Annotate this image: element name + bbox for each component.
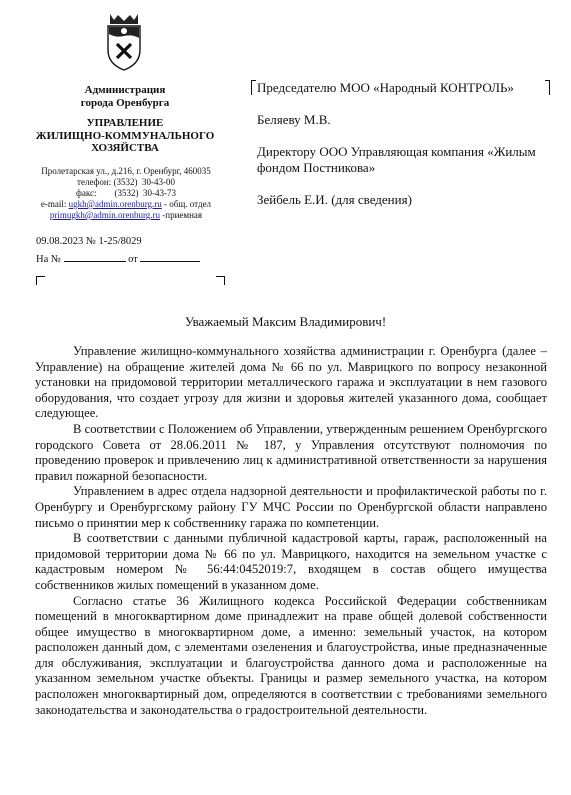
letterhead-email-line [0, 199, 252, 210]
email-general-link[interactable]: ugkh@admin.orenburg.ru [68, 199, 162, 209]
letter-body [35, 344, 547, 718]
salutation: Уважаемый Максим Владимирович! [184, 314, 387, 329]
reference-na-line [36, 251, 200, 265]
reference-ot-label: от [128, 254, 138, 265]
reference-date-number: 09.08.2023 № 1-25/8029 [36, 236, 142, 247]
body-paragraph: Управлением в адрес отдела надзорной деятельности и профилактической работы по г. Оренбургу и Оренбургскому району ГУ МЧС России по Оренбургской области направлено письмо о принятии мер к собственнику гаража по компетенции. [35, 484, 547, 530]
body-paragraph: В соответствии с Положением об Управлении, утвержденным решением Оренбургского городского Совета от 28.06.2011 № 187, у Управления отсутствуют полномочия по проведению проверок и привлечению лиц к административной ответственности за нарушения правил пожарной безопасности. [35, 421, 547, 483]
reference-number-blank [64, 251, 126, 262]
body-paragraph: В соответствии с данными публичной кадастровой карты, гараж, расположенный на придомовой территории дома № 66 по ул. Маврицкого, находится на земельном участке с кадастровым номером № 56:44:0452019:7, входящем в состав общего имущества собственников жилых помещений в указанном доме. [35, 531, 547, 592]
addressee-line: Беляеву М.В. [257, 112, 331, 127]
letterhead-dept [14, 117, 236, 155]
email-reception-link[interactable]: primugkh@admin.orenburg.ru [49, 210, 161, 220]
addressee-line: Зейбель Е.И. (для сведения) [257, 192, 412, 207]
letterhead-org-text: Администрация города Оренбурга [80, 84, 170, 109]
reference-date-blank [140, 251, 200, 262]
corner-mark-left [36, 276, 45, 285]
corner-mark-right [216, 276, 225, 285]
letterhead-dept-text: УПРАВЛЕНИЕ ЖИЛИЩНО-КОММУНАЛЬНОГО ХОЗЯЙСТВА [35, 117, 215, 154]
corner-mark-addressee [251, 80, 256, 95]
reference-na-label: На № [36, 254, 61, 265]
coat-of-arms-icon [104, 12, 144, 72]
email-prefix: e-mail: [40, 199, 69, 209]
letterhead-fax: факс: (3532) 30-43-73 [76, 188, 176, 198]
letterhead-phone: телефон: (3532) 30-43-00 [77, 177, 175, 187]
body-paragraph: Управление жилищно-коммунального хозяйства администрации г. Оренбурга (далее – Управление) на обращение жителей дома № 66 по ул. Маврицкого по вопросу незаконной установки на придомовой территории металлического гаража и эксплуатации в нем газового оборудования, что создает угрозу для жизни и здоровья жителей указанного дома, сообщает следующее. [35, 344, 547, 421]
email-reception-note: -приемная [160, 210, 203, 220]
addressee-line: Председателю МОО «Народный КОНТРОЛЬ» [257, 80, 514, 95]
addressee-line: Директору ООО Управляющая компания «Жилым фондом Постникова» [257, 144, 536, 175]
email-general-note: - общ. отдел [161, 199, 212, 209]
letterhead-address: Пролетарская ул., д.216, г. Оренбург, 460035 [41, 166, 211, 176]
body-paragraph: Согласно статье 36 Жилищного кодекса Российской Федерации собственникам помещений в многоквартирном доме принадлежит на праве общей долевой собственности общее имущество в многоквартирном доме, а именно: земельный участок, на котором расположен данный дом, с элементами озеленения и благоустройства, иные предназначенные для обслуживания, эксплуатации и благоустройства данного дома и расположенные на указанном земельном участке объекты. Границы и размер земельного участка, на котором расположен многоквартирный дом, определяются в соответствии с требованиями земельного законодательства и законодательства о градостроительной деятельности. [35, 593, 547, 717]
letterhead-email-line-2 [0, 210, 252, 221]
addressees-block [257, 80, 557, 208]
letterhead-org [18, 84, 232, 109]
letterhead-contacts [0, 166, 252, 221]
